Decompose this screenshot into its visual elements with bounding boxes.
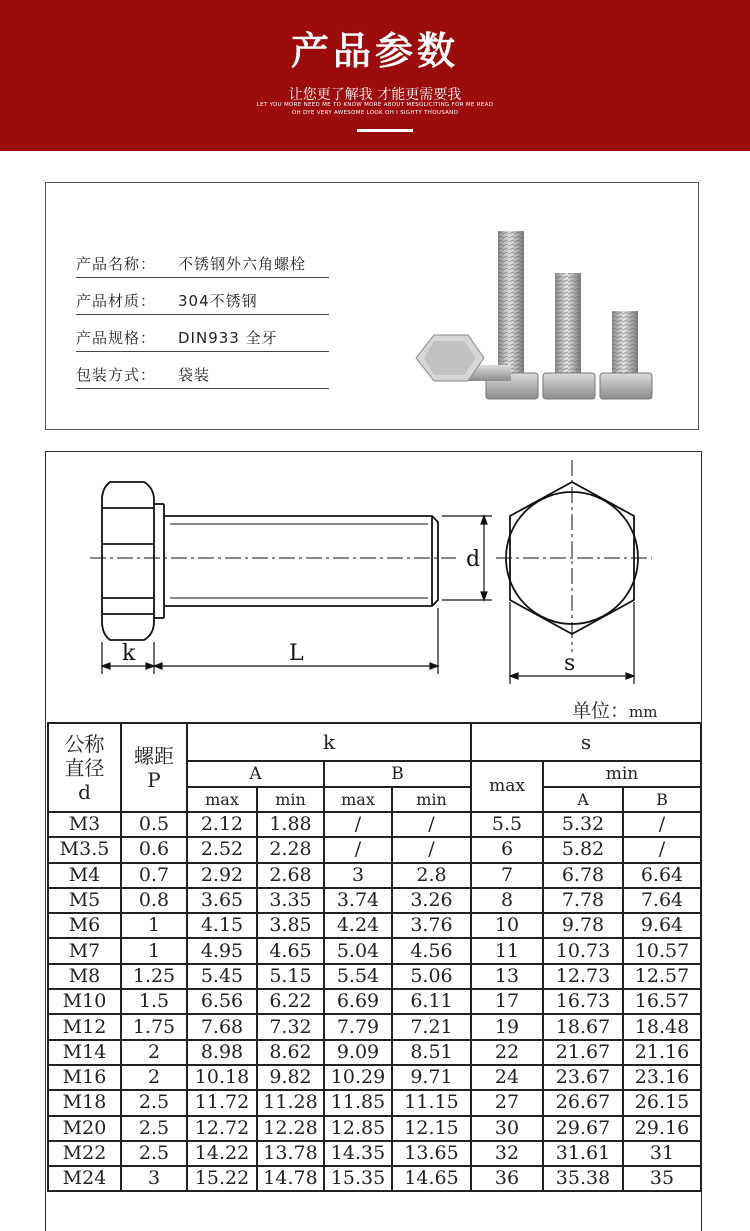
table-row: [48, 1040, 701, 1065]
table-row: [48, 964, 701, 989]
cell-s-max: 19: [471, 1014, 543, 1039]
cell-k-a-max: 2.92: [187, 863, 257, 888]
cell-nominal-diameter: M12: [48, 1014, 121, 1039]
table-row: [48, 989, 701, 1014]
cell-s-max: 27: [471, 1090, 543, 1115]
cell-nominal-diameter: M5: [48, 888, 121, 913]
cell-k-a-min: 6.22: [257, 989, 324, 1014]
cell-k-b-max: /: [324, 812, 392, 837]
cell-s-min-a: 29.67: [543, 1116, 623, 1141]
cell-s-min-a: 5.32: [543, 812, 623, 837]
product-info-box: [45, 182, 699, 430]
cell-k-b-max: 5.54: [324, 964, 392, 989]
cell-s-min-b: 9.64: [623, 913, 701, 938]
table-row: [48, 1116, 701, 1141]
info-value: 袋装: [178, 366, 211, 384]
info-value: DIN933 全牙: [178, 329, 278, 347]
header-s: s: [471, 723, 701, 761]
table-row: [48, 1141, 701, 1166]
cell-s-min-b: 35: [623, 1166, 701, 1191]
info-row-packaging: [76, 362, 329, 389]
cell-s-min-b: 29.16: [623, 1116, 701, 1141]
cell-nominal-diameter: M3: [48, 812, 121, 837]
cell-k-a-min: 13.78: [257, 1141, 324, 1166]
info-value: 不锈钢外六角螺栓: [178, 255, 307, 273]
cell-k-a-max: 2.12: [187, 812, 257, 837]
cell-k-b-min: 5.06: [392, 964, 471, 989]
cell-pitch: 2: [121, 1065, 187, 1090]
header-k-a-min: min: [257, 787, 324, 812]
header-s-max: max: [471, 761, 543, 812]
cell-s-min-a: 10.73: [543, 938, 623, 963]
cell-s-max: 11: [471, 938, 543, 963]
cell-s-min-a: 16.73: [543, 989, 623, 1014]
cell-k-b-max: 5.04: [324, 938, 392, 963]
cell-s-min-a: 9.78: [543, 913, 623, 938]
cell-k-b-min: 9.71: [392, 1065, 471, 1090]
cell-s-min-a: 7.78: [543, 888, 623, 913]
cell-k-a-min: 4.65: [257, 938, 324, 963]
cell-k-a-min: 7.32: [257, 1014, 324, 1039]
cell-pitch: 0.8: [121, 888, 187, 913]
table-row: [48, 863, 701, 888]
cell-s-max: 36: [471, 1166, 543, 1191]
cell-k-b-min: 12.15: [392, 1116, 471, 1141]
cell-pitch: 0.6: [121, 837, 187, 862]
banner-english-line-2: OH DYE VERY AWESOME LOOK OH I SIGHTY THOUSAND: [291, 110, 459, 116]
cell-s-min-b: 10.57: [623, 938, 701, 963]
header-s-min: min: [543, 761, 701, 787]
dimension-label-d: d: [466, 547, 481, 572]
cell-k-a-max: 4.15: [187, 913, 257, 938]
cell-pitch: 1.75: [121, 1014, 187, 1039]
cell-k-a-max: 5.45: [187, 964, 257, 989]
cell-k-b-max: 4.24: [324, 913, 392, 938]
cell-s-min-a: 6.78: [543, 863, 623, 888]
cell-s-min-b: 6.64: [623, 863, 701, 888]
cell-k-b-max: 11.85: [324, 1090, 392, 1115]
cell-k-a-min: 3.35: [257, 888, 324, 913]
cell-s-min-a: 5.82: [543, 837, 623, 862]
cell-k-a-max: 3.65: [187, 888, 257, 913]
table-row: [48, 837, 701, 862]
table-row: [48, 812, 701, 837]
cell-nominal-diameter: M20: [48, 1116, 121, 1141]
dimension-label-s: s: [564, 651, 576, 676]
info-row-spec: [76, 325, 329, 352]
cell-k-a-max: 7.68: [187, 1014, 257, 1039]
header-pitch: 螺距 P: [121, 723, 187, 812]
cell-k-b-min: 6.11: [392, 989, 471, 1014]
cell-pitch: 2.5: [121, 1090, 187, 1115]
cell-k-b-min: 3.76: [392, 913, 471, 938]
cell-s-min-a: 18.67: [543, 1014, 623, 1039]
cell-s-max: 10: [471, 913, 543, 938]
unit-label-text: 单位：: [572, 700, 630, 722]
cell-k-a-min: 11.28: [257, 1090, 324, 1115]
banner-subtitle: 让您更了解我 才能更需要我: [288, 87, 462, 103]
cell-pitch: 1: [121, 938, 187, 963]
cell-k-a-min: 2.28: [257, 837, 324, 862]
cell-s-max: 17: [471, 989, 543, 1014]
header-s-min-a: A: [543, 787, 623, 812]
info-label: 包装方式：: [76, 366, 157, 384]
cell-k-a-min: 1.88: [257, 812, 324, 837]
cell-s-max: 6: [471, 837, 543, 862]
info-label: 产品名称：: [76, 255, 157, 273]
cell-k-a-min: 14.78: [257, 1166, 324, 1191]
cell-nominal-diameter: M3.5: [48, 837, 121, 862]
cell-nominal-diameter: M7: [48, 938, 121, 963]
cell-k-b-min: /: [392, 837, 471, 862]
cell-k-a-max: 4.95: [187, 938, 257, 963]
cell-s-min-b: 26.15: [623, 1090, 701, 1115]
table-row: [48, 888, 701, 913]
header-k-grade-b: B: [324, 761, 471, 787]
info-label: 产品规格：: [76, 329, 157, 347]
cell-pitch: 1.25: [121, 964, 187, 989]
cell-k-b-max: 12.85: [324, 1116, 392, 1141]
table-row: [48, 1014, 701, 1039]
cell-k-b-max: 6.69: [324, 989, 392, 1014]
cell-s-min-b: 31: [623, 1141, 701, 1166]
cell-k-b-min: 7.21: [392, 1014, 471, 1039]
cell-s-max: 32: [471, 1141, 543, 1166]
cell-k-a-max: 12.72: [187, 1116, 257, 1141]
cell-pitch: 1: [121, 913, 187, 938]
cell-nominal-diameter: M24: [48, 1166, 121, 1191]
unit-value: mm: [629, 703, 658, 721]
cell-k-b-min: 3.26: [392, 888, 471, 913]
cell-k-a-max: 10.18: [187, 1065, 257, 1090]
cell-k-b-min: 14.65: [392, 1166, 471, 1191]
header-k: k: [187, 723, 471, 761]
cell-pitch: 3: [121, 1166, 187, 1191]
cell-nominal-diameter: M18: [48, 1090, 121, 1115]
table-row: [48, 1090, 701, 1115]
cell-s-max: 30: [471, 1116, 543, 1141]
cell-pitch: 0.5: [121, 812, 187, 837]
cell-s-max: 5.5: [471, 812, 543, 837]
header-nominal-diameter: 公称 直径 d: [48, 723, 121, 812]
cell-s-min-b: /: [623, 812, 701, 837]
cell-s-max: 13: [471, 964, 543, 989]
header-k-b-max: max: [324, 787, 392, 812]
cell-k-a-max: 6.56: [187, 989, 257, 1014]
cell-k-a-max: 14.22: [187, 1141, 257, 1166]
cell-s-min-b: 12.57: [623, 964, 701, 989]
header-s-min-b: B: [623, 787, 701, 812]
cell-k-a-max: 11.72: [187, 1090, 257, 1115]
info-row-name: [76, 251, 329, 278]
header-k-a-max: max: [187, 787, 257, 812]
table-row: [48, 1166, 701, 1191]
cell-k-b-min: 2.8: [392, 863, 471, 888]
info-label: 产品材质：: [76, 292, 157, 310]
dimension-label-k: k: [122, 641, 136, 666]
cell-k-a-min: 8.62: [257, 1040, 324, 1065]
cell-nominal-diameter: M16: [48, 1065, 121, 1090]
cell-s-max: 22: [471, 1040, 543, 1065]
cell-nominal-diameter: M8: [48, 964, 121, 989]
cell-k-b-max: 3.74: [324, 888, 392, 913]
bolts-photo: [406, 223, 666, 413]
cell-nominal-diameter: M6: [48, 913, 121, 938]
bolt-technical-drawing: [46, 452, 703, 712]
dimension-label-L: L: [289, 641, 304, 666]
info-row-material: [76, 288, 329, 315]
table-row: [48, 913, 701, 938]
cell-k-a-min: 9.82: [257, 1065, 324, 1090]
cell-k-b-max: /: [324, 837, 392, 862]
banner-underline: [357, 129, 413, 132]
cell-s-min-b: 21.16: [623, 1040, 701, 1065]
cell-k-b-min: 13.65: [392, 1141, 471, 1166]
cell-s-min-b: 16.57: [623, 989, 701, 1014]
cell-k-b-min: 4.56: [392, 938, 471, 963]
banner-title: 产品参数: [290, 29, 459, 73]
cell-k-a-min: 2.68: [257, 863, 324, 888]
info-value: 304不锈钢: [178, 292, 258, 310]
header-k-b-min: min: [392, 787, 471, 812]
cell-k-b-max: 14.35: [324, 1141, 392, 1166]
cell-pitch: 2: [121, 1040, 187, 1065]
cell-s-min-b: 7.64: [623, 888, 701, 913]
cell-s-min-a: 12.73: [543, 964, 623, 989]
table-row: [48, 938, 701, 963]
cell-k-b-max: 3: [324, 863, 392, 888]
cell-k-b-max: 15.35: [324, 1166, 392, 1191]
cell-pitch: 2.5: [121, 1116, 187, 1141]
cell-s-max: 24: [471, 1065, 543, 1090]
cell-s-min-b: 23.16: [623, 1065, 701, 1090]
cell-k-a-min: 12.28: [257, 1116, 324, 1141]
cell-s-max: 8: [471, 888, 543, 913]
header-banner: [0, 0, 750, 151]
cell-s-min-b: 18.48: [623, 1014, 701, 1039]
cell-nominal-diameter: M22: [48, 1141, 121, 1166]
cell-k-a-max: 8.98: [187, 1040, 257, 1065]
cell-s-min-a: 26.67: [543, 1090, 623, 1115]
cell-k-a-max: 15.22: [187, 1166, 257, 1191]
cell-k-b-min: /: [392, 812, 471, 837]
cell-s-min-a: 23.67: [543, 1065, 623, 1090]
cell-s-min-a: 35.38: [543, 1166, 623, 1191]
cell-k-b-max: 10.29: [324, 1065, 392, 1090]
cell-k-a-min: 3.85: [257, 913, 324, 938]
cell-k-b-max: 7.79: [324, 1014, 392, 1039]
header-k-grade-a: A: [187, 761, 324, 787]
cell-k-a-max: 2.52: [187, 837, 257, 862]
specification-table-body: [48, 812, 701, 1191]
cell-k-b-min: 8.51: [392, 1040, 471, 1065]
cell-s-min-a: 31.61: [543, 1141, 623, 1166]
cell-s-min-a: 21.67: [543, 1040, 623, 1065]
cell-nominal-diameter: M14: [48, 1040, 121, 1065]
banner-english-line-1: LET YOU MORE NEED ME TO KNOW MORE ABOUT MESOLICITING FOR ME READ: [256, 102, 494, 108]
specification-table: [47, 722, 702, 1192]
unit-label: [572, 696, 657, 723]
cell-k-b-max: 9.09: [324, 1040, 392, 1065]
cell-k-b-min: 11.15: [392, 1090, 471, 1115]
cell-nominal-diameter: M4: [48, 863, 121, 888]
cell-k-a-min: 5.15: [257, 964, 324, 989]
cell-pitch: 2.5: [121, 1141, 187, 1166]
cell-s-min-b: /: [623, 837, 701, 862]
cell-s-max: 7: [471, 863, 543, 888]
cell-nominal-diameter: M10: [48, 989, 121, 1014]
table-row: [48, 1065, 701, 1090]
cell-pitch: 1.5: [121, 989, 187, 1014]
cell-pitch: 0.7: [121, 863, 187, 888]
